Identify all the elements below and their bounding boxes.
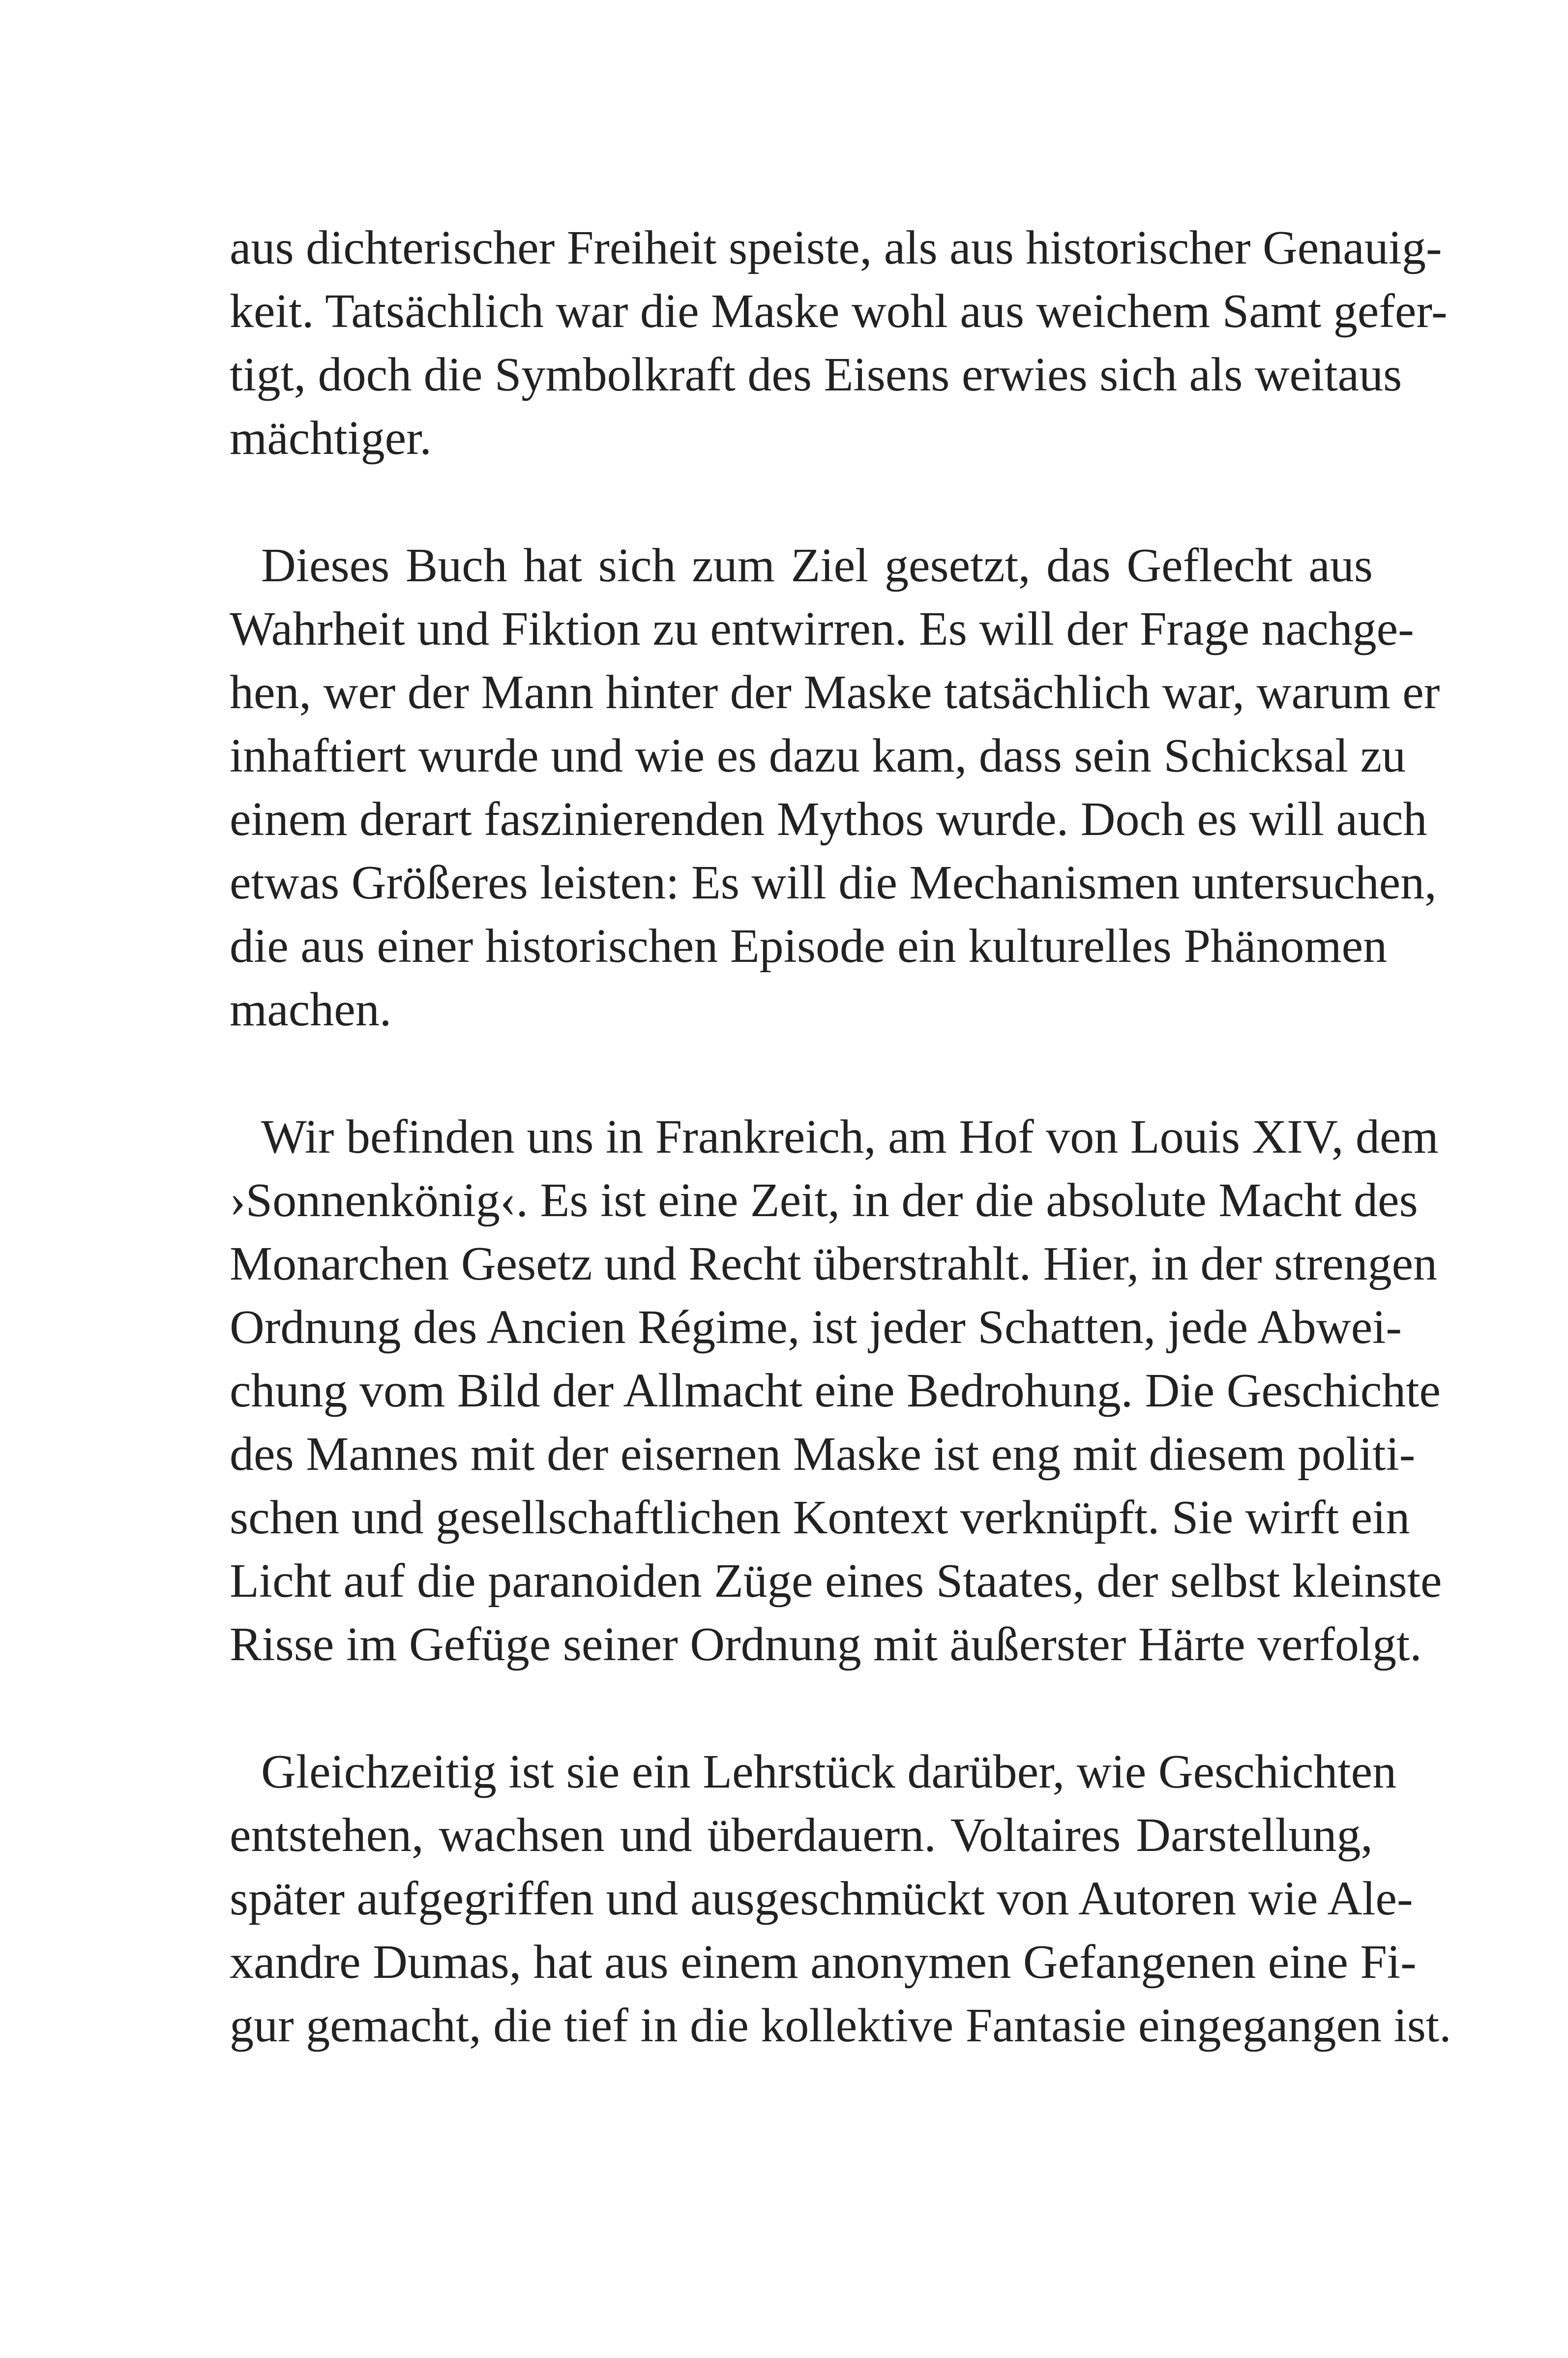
paragraph-2: [230, 534, 1440, 1042]
paragraph-1: [230, 216, 1448, 470]
text-line: xandre Dumas, hat aus einem anonymen Gefangenen eine Fi-: [230, 1936, 1417, 1989]
text-line: Dieses Buch hat sich zum Ziel gesetzt, das Geflecht aus: [261, 539, 1373, 592]
paragraph-spacer: [230, 470, 1373, 534]
text-line: Monarchen Gesetz und Recht überstrahlt. Hier, in der strengen: [230, 1237, 1438, 1290]
text-line: etwas Größeres leisten: Es will die Mechanismen untersuchen,: [230, 856, 1437, 909]
text-line: schen und gesellschaftlichen Kontext verknüpft. Sie wirft ein: [230, 1491, 1410, 1544]
paragraph-spacer: [230, 1676, 1373, 1740]
text-line: Gleichzeitig ist sie ein Lehrstück darüber, wie Geschichten: [261, 1745, 1397, 1798]
text-line: aus dichterischer Freiheit speiste, als aus historischer Genauig-: [230, 221, 1442, 274]
text-line: gur gemacht, die tief in die kollektive Fantasie eingegangen ist.: [230, 1999, 1451, 2052]
text-line: hen, wer der Mann hinter der Maske tatsächlich war, warum er: [230, 666, 1440, 719]
paragraph-3: [230, 1105, 1442, 1676]
text-line: Wahrheit und Fiktion zu entwirren. Es will der Frage nachge-: [230, 602, 1414, 656]
text-line: machen.: [230, 983, 392, 1036]
text-line: einem derart faszinierenden Mythos wurde. Doch es will auch: [230, 793, 1427, 846]
text-line: ›Sonnenkönig‹. Es ist eine Zeit, in der die absolute Macht des: [230, 1174, 1418, 1227]
text-line: die aus einer historischen Episode ein kulturelles Phänomen: [230, 920, 1388, 973]
paragraph-4: [230, 1740, 1451, 2058]
text-line: inhaftiert wurde und wie es dazu kam, dass sein Schicksal zu: [230, 729, 1406, 782]
text-line: des Mannes mit der eisernen Maske ist eng mit diesem politi-: [230, 1428, 1416, 1481]
text-line: später aufgegriffen und ausgeschmückt von Autoren wie Ale-: [230, 1872, 1413, 1925]
text-line: keit. Tatsächlich war die Maske wohl aus weichem Samt gefer-: [230, 285, 1448, 338]
text-line: tigt, doch die Symbolkraft des Eisens erwies sich als weitaus: [230, 348, 1402, 401]
text-line: chung vom Bild der Allmacht eine Bedrohung. Die Geschichte: [230, 1364, 1441, 1417]
body-text: [230, 216, 1451, 2058]
paragraph-spacer: [230, 1042, 1373, 1105]
text-line: Wir befinden uns in Frankreich, am Hof von Louis XIV, dem: [261, 1110, 1439, 1164]
text-line: Licht auf die paranoiden Züge eines Staates, der selbst kleinste: [230, 1554, 1442, 1608]
text-line: Ordnung des Ancien Régime, ist jeder Schatten, jede Abwei-: [230, 1301, 1402, 1354]
text-line: entstehen, wachsen und überdauern. Voltaires Darstellung,: [230, 1809, 1373, 1862]
text-line: Risse im Gefüge seiner Ordnung mit äußerster Härte verfolgt.: [230, 1618, 1422, 1671]
text-line: mächtiger.: [230, 412, 432, 465]
